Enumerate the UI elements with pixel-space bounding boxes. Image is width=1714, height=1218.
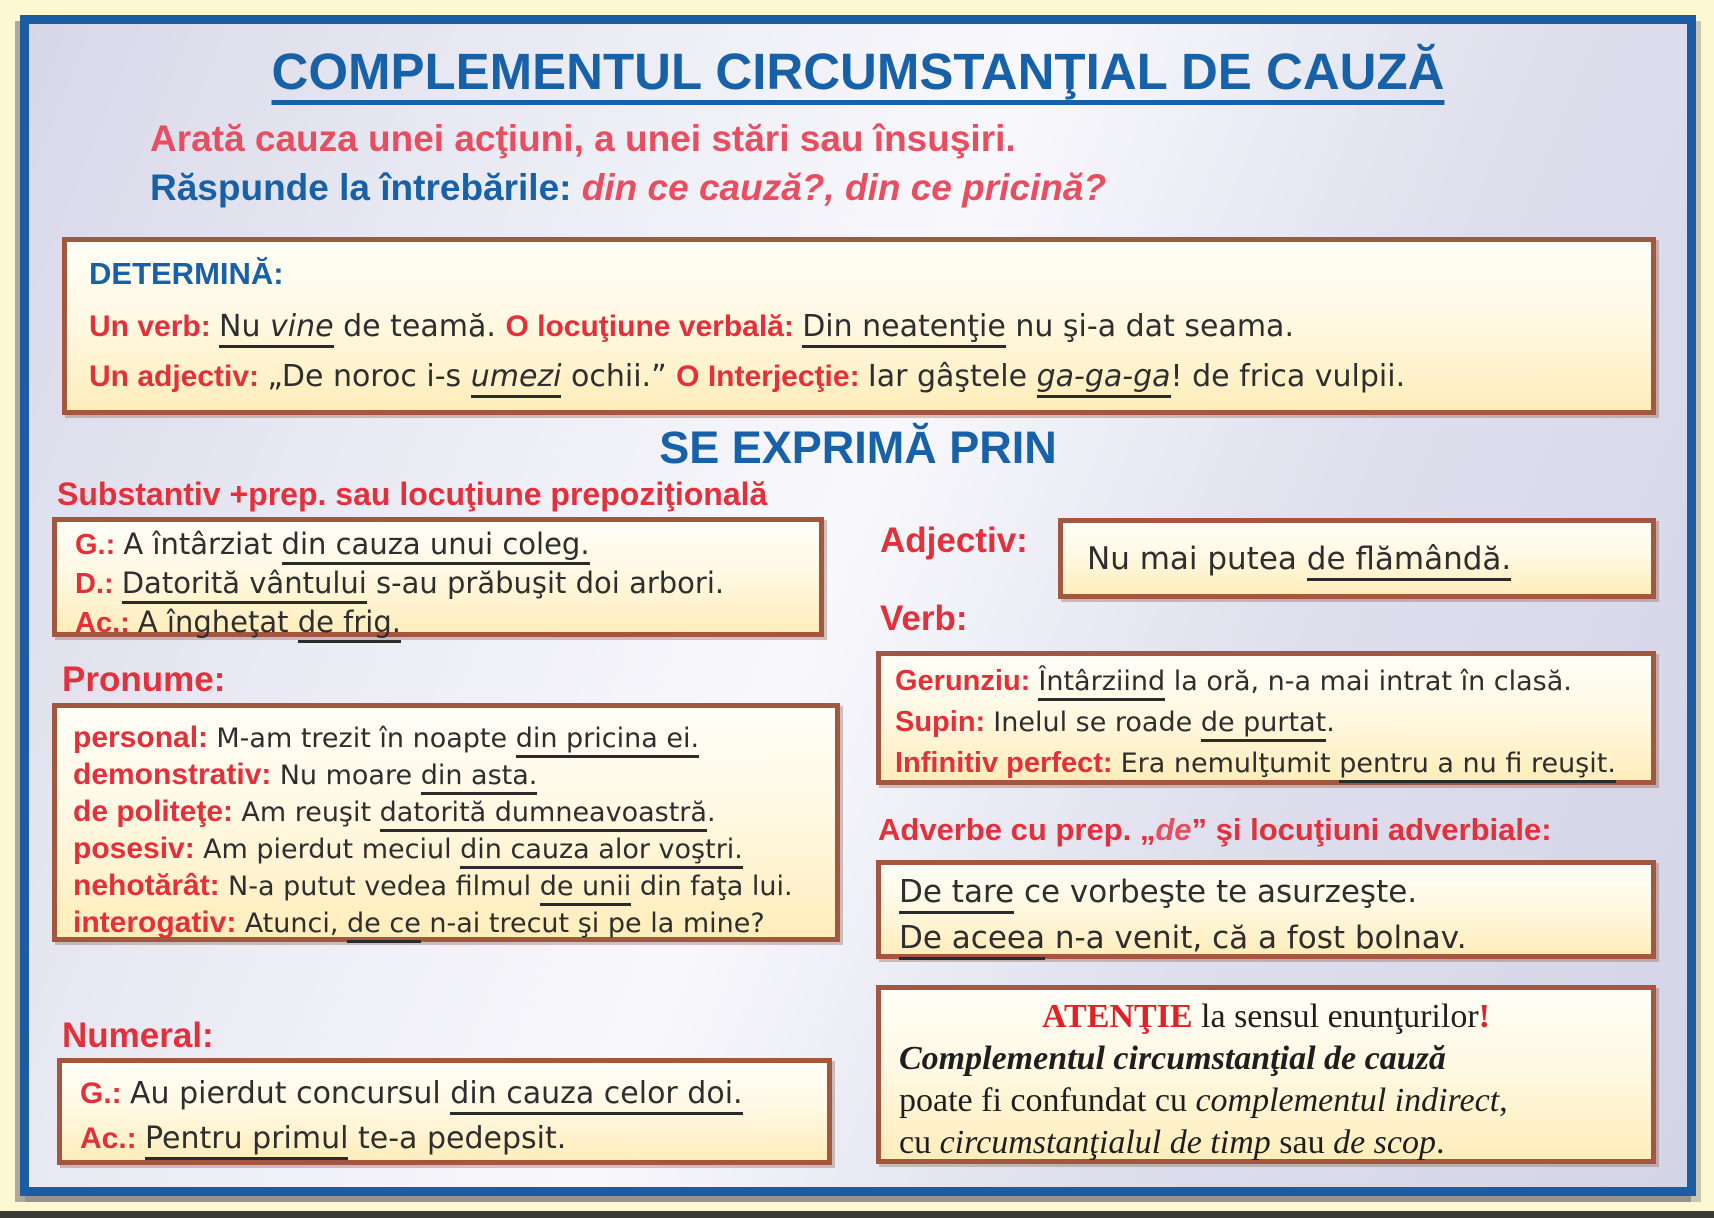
bottom-edge-strip	[0, 1211, 1714, 1218]
numeral-line-acuzativ: Ac.: Pentru primul te-a pedepsit.	[80, 1116, 809, 1161]
pronume-line-posesiv: posesiv: Am pierdut meciul din cauza alor voştri.	[73, 831, 819, 868]
main-frame	[20, 15, 1696, 1196]
verb-line-infinitiv: Infinitiv perfect: Era nemulţumit pentru a nu fi reuşit.	[895, 743, 1637, 784]
page-title: COMPLEMENTUL CIRCUMSTANŢIAL DE CAUZĂ	[271, 43, 1445, 100]
adjectiv-heading: Adjectiv:	[880, 521, 1028, 560]
pronume-line-politete: de politeţe: Am reuşit datorită dumneavoastră.	[73, 794, 819, 831]
substantiv-box	[52, 517, 824, 637]
atentie-line-4: cu circumstanţialul de timp sau de scop.	[899, 1124, 1445, 1161]
adverbe-line-2: De aceea n-a venit, că a fost bolnav.	[899, 915, 1633, 961]
pronume-box	[52, 703, 840, 942]
verb-line-gerunziu: Gerunziu: Întârziind la oră, n-a mai intrat în clasă.	[895, 661, 1637, 702]
verb-heading: Verb:	[880, 599, 968, 638]
substantiv-line-genitiv: G.: A întârziat din cauza unui coleg.	[75, 525, 801, 564]
intro-line-2: Răspunde la întrebările: din ce cauză?, din ce pricină?	[150, 167, 1107, 208]
verb-box	[876, 651, 1656, 785]
pronume-line-demonstrativ: demonstrativ: Nu moare din asta.	[73, 757, 819, 794]
verb-line-supin: Supin: Inelul se roade de purtat.	[895, 702, 1637, 743]
determina-box	[62, 237, 1656, 415]
atentie-line-3: poate fi confundat cu complementul indirect,	[899, 1082, 1508, 1119]
se-exprima-heading: SE EXPRIMĂ PRIN	[659, 422, 1057, 473]
atentie-box	[876, 985, 1656, 1164]
pronume-line-nehotarat: nehotărât: N-a putut vedea filmul de unii din faţa lui.	[73, 868, 819, 905]
substantiv-heading: Substantiv +prep. sau locuţiune prepoziţională	[57, 476, 768, 512]
intro-line-1: Arată cauza unei acţiuni, a unei stări sau însuşiri.	[150, 118, 1016, 159]
adverbe-box	[876, 860, 1656, 959]
substantiv-line-dativ: D.: Datorită vântului s-au prăbuşit doi arbori.	[75, 564, 801, 603]
adverbe-line-1: De tare ce vorbeşte te asurzeşte.	[899, 869, 1633, 915]
numeral-heading: Numeral:	[62, 1016, 214, 1055]
adjectiv-line: Nu mai putea de flămândă.	[1087, 541, 1511, 577]
atentie-line-2: Complementul circumstanţial de cauză	[899, 1040, 1446, 1077]
adjectiv-box	[1058, 518, 1656, 599]
atentie-line-1: ATENŢIE la sensul enunţurilor!	[1042, 998, 1490, 1035]
determina-line-verb: Un verb: Nu vine de teamă. O locuţiune verbală: Din neatenţie nu şi-a dat seama.	[89, 302, 1629, 352]
pronume-line-interogativ: interogativ: Atunci, de ce n-ai trecut şi pe la mine?	[73, 905, 819, 942]
determina-heading: DETERMINĂ:	[89, 256, 284, 291]
determina-line-adjectiv: Un adjectiv: „De noroc i-s umezi ochii.” O Interjecţie: Iar gâştele ga-ga-ga! de frica vulpii.	[89, 352, 1629, 402]
substantiv-line-acuzativ: Ac.: A îngheţat de frig.	[75, 603, 801, 642]
adverbe-heading: Adverbe cu prep. „de” şi locuţiuni adverbiale:	[878, 812, 1552, 847]
numeral-box	[57, 1058, 832, 1165]
pronume-heading: Pronume:	[62, 660, 226, 699]
numeral-line-genitiv: G.: Au pierdut concursul din cauza celor doi.	[80, 1071, 809, 1116]
pronume-line-personal: personal: M-am trezit în noapte din pricina ei.	[73, 720, 819, 757]
